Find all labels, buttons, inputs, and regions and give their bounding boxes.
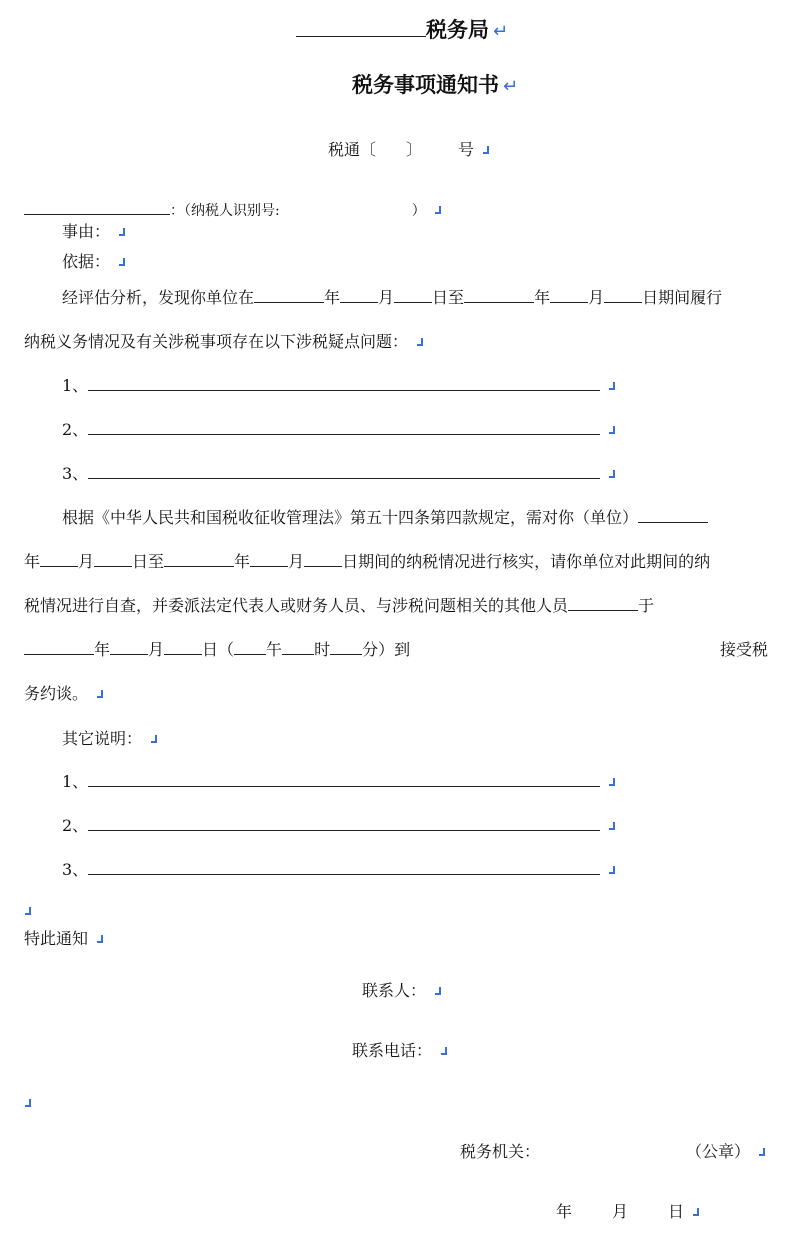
blank[interactable] (250, 551, 288, 567)
para1-line2-text: 纳税义务情况及有关涉税事项存在以下涉税疑点问题： (24, 332, 409, 351)
paragraph-mark-icon (118, 258, 125, 267)
noon-label: 午 (266, 640, 283, 659)
issue-number: 1、 (62, 376, 89, 395)
date-year: 年 (556, 1202, 573, 1221)
blank[interactable] (282, 639, 314, 655)
blank[interactable] (234, 639, 266, 655)
other-label-line (62, 728, 157, 750)
blank[interactable] (568, 595, 638, 611)
doc-number-line (328, 139, 489, 161)
para2-line5-text: 务约谈。 (24, 684, 89, 703)
closing-line (24, 928, 103, 950)
month-label: 月 (78, 552, 95, 571)
taxpayer-id-label: ：（纳税人识别号: (170, 203, 280, 219)
para2-line3-end: 于 (638, 596, 655, 615)
taxpayer-line (24, 190, 441, 222)
minute-to-label: 分）到 (362, 640, 411, 659)
doc-number-prefix: 税通〔 (328, 140, 377, 159)
month-label: 月 (588, 288, 605, 307)
page-title: 税务事项通知书 (352, 73, 499, 97)
phone-label: 联系电话： (352, 1041, 433, 1060)
blank[interactable] (94, 551, 132, 567)
paragraph-mark-icon (608, 470, 615, 479)
taxpayer-id-close: ） (411, 203, 426, 219)
other-item (62, 815, 615, 837)
paragraph-mark-icon (692, 1208, 699, 1217)
month-label: 月 (288, 552, 305, 571)
day-period-label: 日期间履行 (642, 288, 723, 307)
year-label: 年 (534, 288, 551, 307)
contact-label: 联系人： (362, 981, 427, 1000)
other-item (62, 859, 615, 881)
doc-number-suffix: 号 (458, 140, 475, 159)
hour-label: 时 (314, 640, 331, 659)
day-to-label: 日至 (132, 552, 165, 571)
issue-blank[interactable] (88, 419, 600, 435)
other-label: 其它说明： (62, 729, 143, 748)
blank[interactable] (304, 551, 342, 567)
taxpayer-name-blank[interactable] (24, 190, 170, 215)
paragraph-mark-icon (608, 382, 615, 391)
blank[interactable] (24, 639, 94, 655)
issue-item (62, 375, 615, 397)
empty-paragraph (24, 1092, 31, 1114)
paragraph-mark-icon (416, 338, 423, 347)
page-title-line (352, 74, 518, 98)
paragraph-mark-icon (440, 1047, 447, 1056)
para2-line4 (24, 639, 410, 661)
month-label: 月 (148, 640, 165, 659)
para2-line2 (24, 551, 710, 573)
issue-item (62, 419, 615, 441)
blank[interactable] (550, 287, 588, 303)
year-label: 年 (24, 552, 41, 571)
date-month: 月 (612, 1202, 629, 1221)
closing-text: 特此通知 (24, 929, 89, 948)
seal-label: （公章） (686, 1142, 751, 1161)
return-mark-icon: ↵ (493, 21, 509, 42)
authority-label: 税务机关： (460, 1142, 541, 1161)
other-item (62, 771, 615, 793)
return-mark-icon: ↵ (503, 76, 519, 97)
blank[interactable] (254, 287, 324, 303)
blank[interactable] (340, 287, 378, 303)
para1-line2 (24, 331, 423, 353)
paragraph-mark-icon (482, 146, 489, 155)
issue-blank[interactable] (88, 463, 600, 479)
authority-line (460, 1141, 540, 1163)
para2-accept (720, 639, 768, 661)
para2-line2-text: 日期间的纳税情况进行核实，请你单位对此期间的纳 (342, 552, 711, 571)
blank[interactable] (164, 639, 202, 655)
reason-label: 事由： (62, 222, 111, 241)
paragraph-mark-icon (434, 206, 441, 215)
month-label: 月 (378, 288, 395, 307)
blank[interactable] (164, 551, 234, 567)
issue-item (62, 463, 615, 485)
blank[interactable] (464, 287, 534, 303)
accept-text: 接受税 (720, 640, 769, 659)
paragraph-mark-icon (150, 735, 157, 744)
other-blank[interactable] (88, 771, 600, 787)
date-line (556, 1201, 699, 1223)
empty-paragraph (24, 900, 31, 922)
para2-start: 根据《中华人民共和国税收征收管理法》第五十四条第四款规定，需对你（单位） (62, 508, 639, 527)
para2-line3-text: 税情况进行自查，并委派法定代表人或财务人员、与涉税问题相关的其他人员 (24, 596, 569, 615)
paragraph-mark-icon (96, 935, 103, 944)
seal-line (686, 1141, 765, 1163)
paragraph-mark-icon (758, 1148, 765, 1157)
basis-label: 依据： (62, 252, 111, 271)
issue-number: 2、 (62, 420, 89, 439)
other-number: 3、 (62, 860, 89, 879)
other-number: 2、 (62, 816, 89, 835)
blank[interactable] (40, 551, 78, 567)
contact-line (362, 980, 441, 1002)
paragraph-mark-icon (608, 866, 615, 875)
paragraph-mark-icon (96, 690, 103, 699)
other-blank[interactable] (88, 859, 600, 875)
day-open-label: 日（ (202, 640, 235, 659)
blank[interactable] (638, 507, 708, 523)
blank[interactable] (394, 287, 432, 303)
paragraph-mark-icon (24, 1099, 31, 1108)
paragraph-mark-icon (24, 907, 31, 916)
para2-line3 (24, 595, 654, 617)
para2-line1 (62, 507, 708, 529)
issue-number: 3、 (62, 464, 89, 483)
paragraph-mark-icon (608, 778, 615, 787)
day-to-label: 日至 (432, 288, 465, 307)
para1-line1 (62, 287, 722, 309)
basis-line (62, 251, 125, 273)
date-day: 日 (668, 1202, 685, 1221)
bureau-name-blank[interactable] (296, 10, 426, 37)
phone-line (352, 1040, 447, 1062)
para2-line5 (24, 683, 103, 705)
year-label: 年 (94, 640, 111, 659)
year-label: 年 (324, 288, 341, 307)
reason-line (62, 221, 125, 243)
year-label: 年 (234, 552, 251, 571)
issue-blank[interactable] (88, 375, 600, 391)
bureau-suffix: 税务局 (426, 18, 489, 42)
blank[interactable] (330, 639, 362, 655)
paragraph-mark-icon (608, 822, 615, 831)
para1-start: 经评估分析，发现你单位在 (62, 288, 255, 307)
other-blank[interactable] (88, 815, 600, 831)
paragraph-mark-icon (608, 426, 615, 435)
paragraph-mark-icon (434, 987, 441, 996)
blank[interactable] (604, 287, 642, 303)
paragraph-mark-icon (118, 228, 125, 237)
blank[interactable] (110, 639, 148, 655)
other-number: 1、 (62, 772, 89, 791)
doc-number-middle: 〕 (406, 140, 423, 159)
bureau-line (296, 10, 508, 43)
